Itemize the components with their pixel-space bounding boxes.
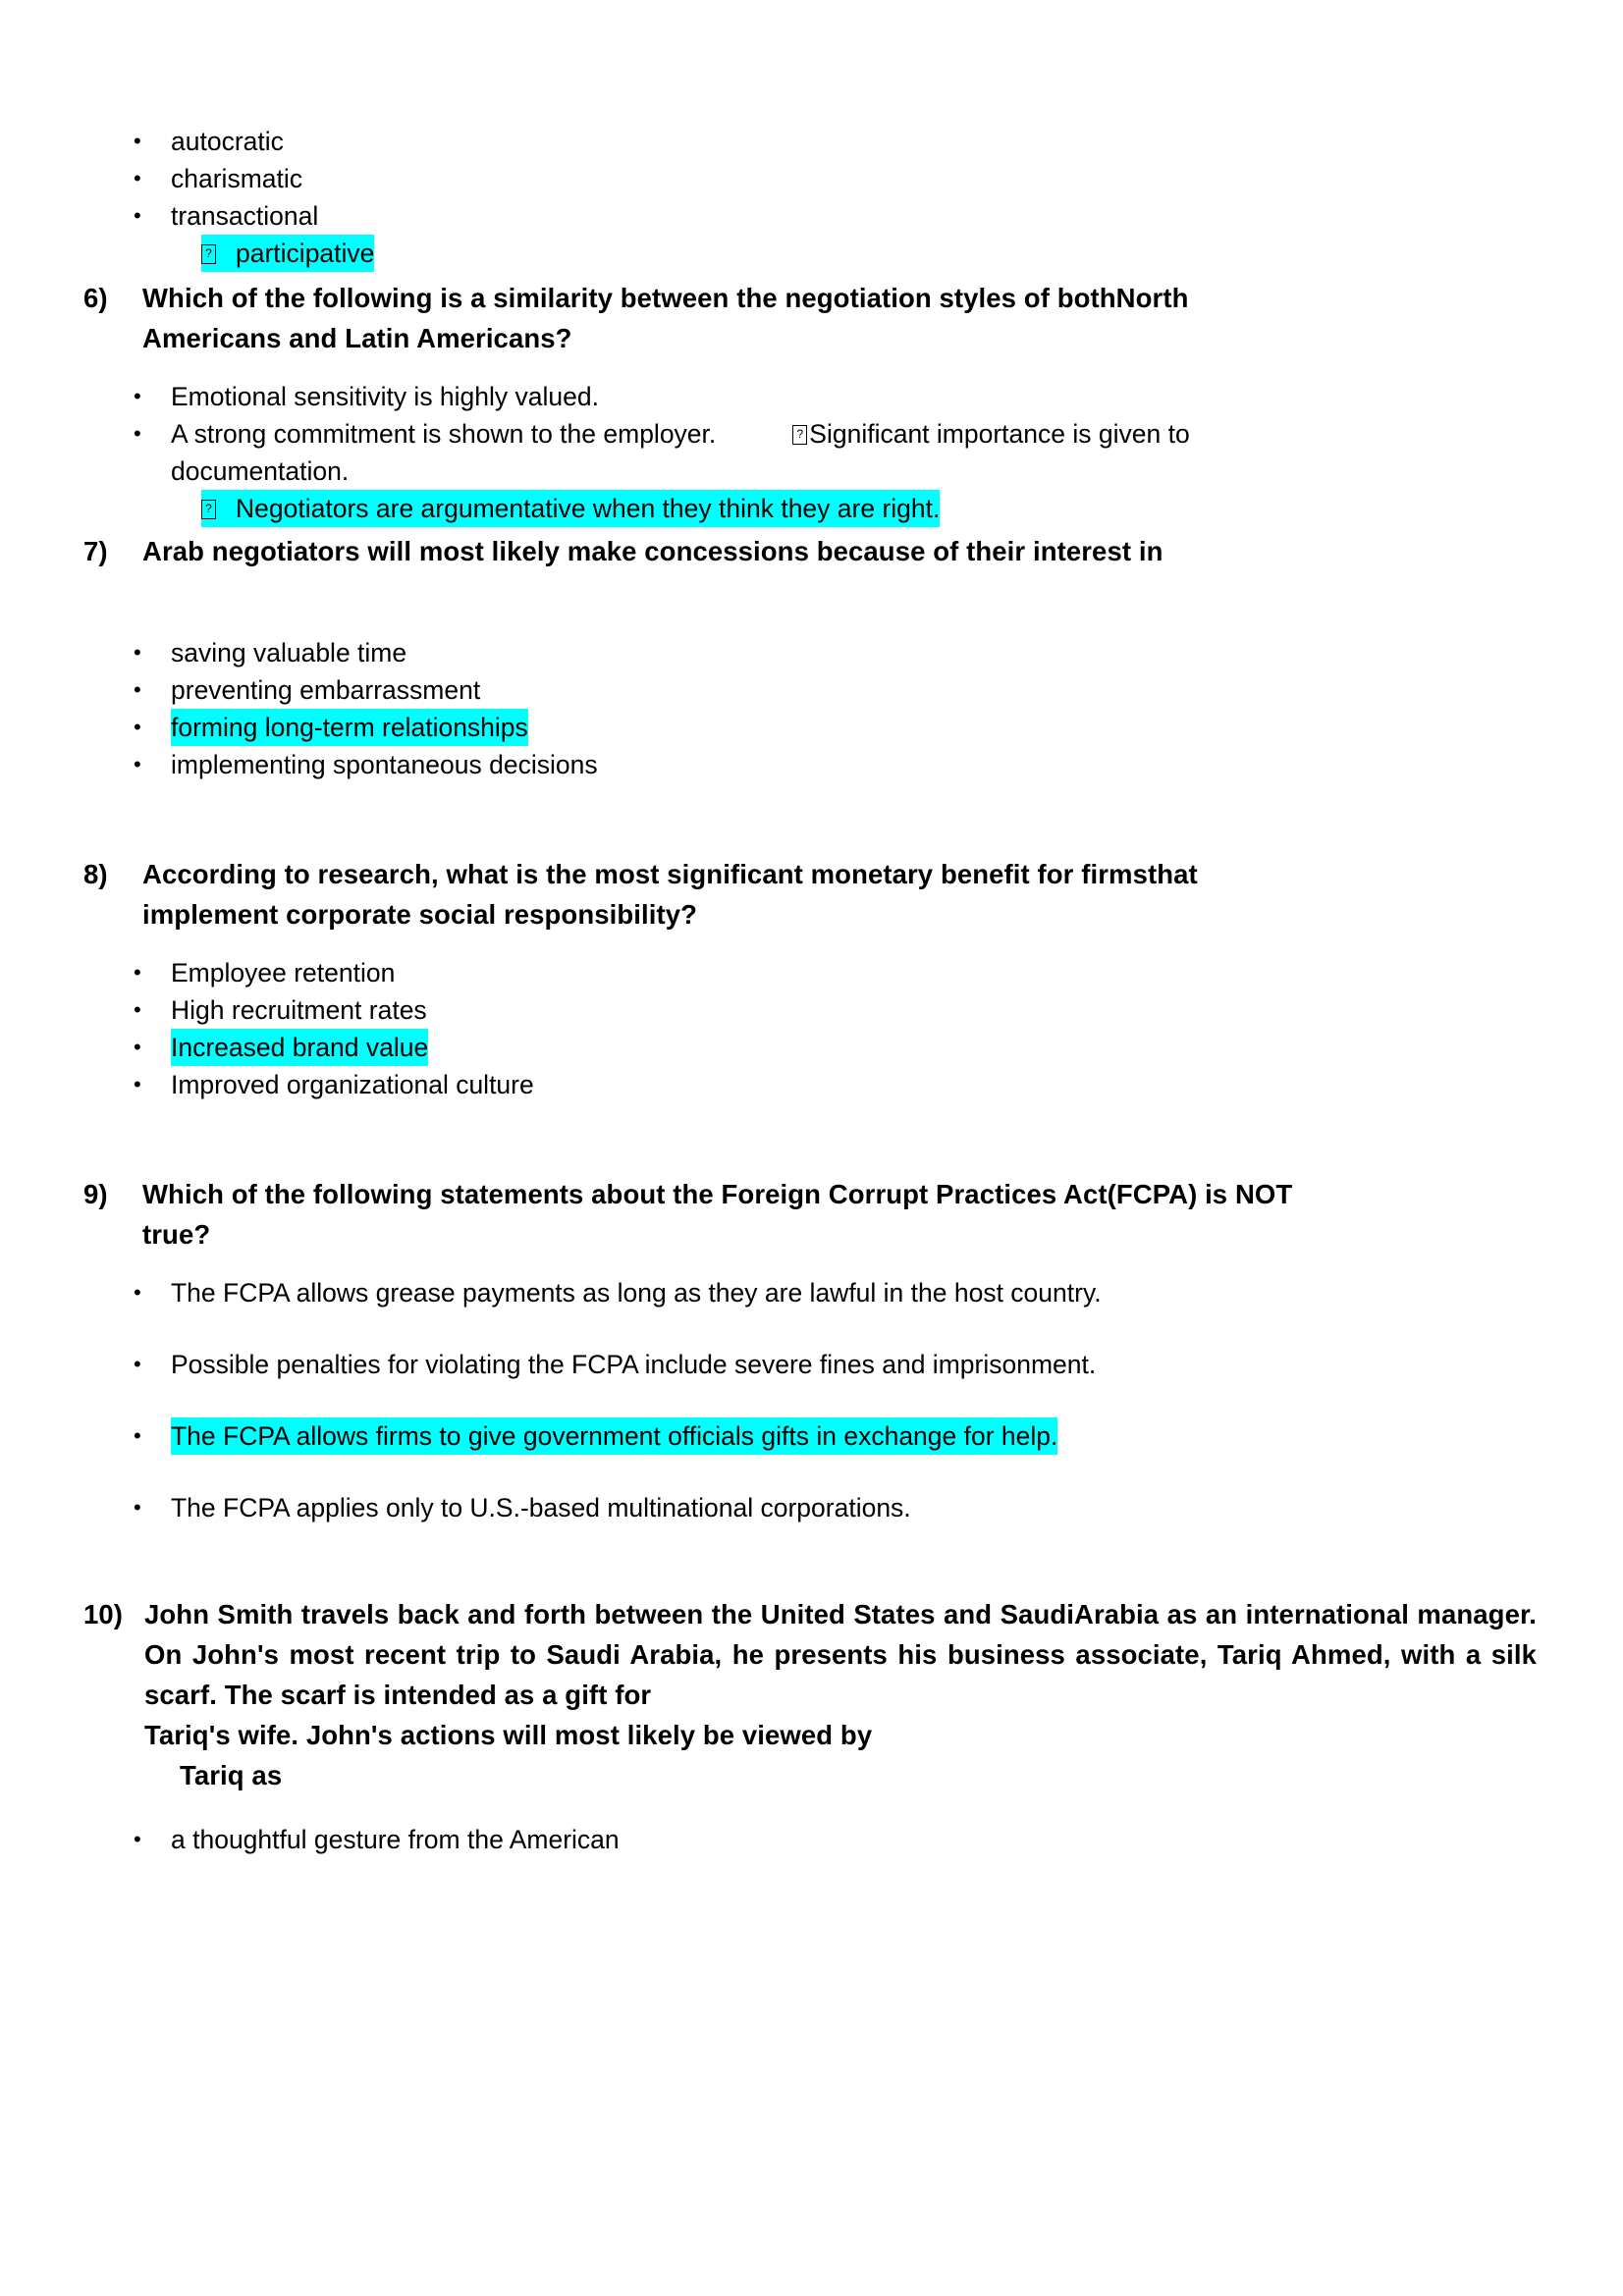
option-label: A strong commitment is shown to the employer. [171,419,717,449]
option-label: High recruitment rates [171,995,427,1025]
question-stem-line-2: international manager. On John's most recent trip to Saudi Arabia, he presents his [144,1599,1537,1670]
list-item [83,634,1537,671]
option-label: The FCPA allows grease payments as long as they are lawful in the host country. [171,1278,1102,1308]
bullet-icon: • [134,640,141,665]
option-label: saving valuable time [171,638,407,667]
inline-continuation-label: Significant importance is given to [809,419,1190,449]
option-label: implementing spontaneous decisions [171,750,598,779]
question-7 [83,531,1537,571]
question-stem [142,531,1537,571]
question-stem [144,1594,1537,1795]
list-item [83,1066,1537,1103]
bullet-icon: • [134,1423,141,1448]
highlight-span [201,235,374,272]
question-stem-line-2: Americans and Latin Americans? [142,323,572,353]
list-item [83,746,1537,783]
option-label: preventing embarrassment [171,675,481,705]
list-item [83,1346,1537,1383]
bullet-icon: • [134,421,141,446]
option-label: charismatic [171,164,303,193]
bullet-icon: • [134,384,141,408]
question-10-options [83,1821,1537,1858]
question-number: 7) [83,536,108,566]
option-label: forming long-term relationships [171,709,528,746]
list-item [83,197,1537,235]
bullet-icon: • [134,203,141,228]
option-label: The FCPA allows firms to give government officials gifts in exchange for help. [171,1417,1057,1455]
orphan-option-list [83,123,1537,235]
question-7-options [83,634,1537,783]
question-stem-line-1: Which of the following is a similarity between the negotiation styles of bothNorth [142,283,1189,313]
list-item [83,415,1537,453]
continuation-wrap-row [83,453,1537,490]
bullet-icon: • [134,960,141,985]
question-stem-line-3: business associate, Tariq Ahmed, with a silk scarf. The scarf is intended as a gift for [144,1639,1537,1710]
continuation-wrap-label: documentation. [171,456,350,486]
question-6-options [83,378,1537,453]
option-label: Employee retention [171,958,396,988]
question-stem [142,278,1537,358]
question-number: 9) [83,1179,108,1209]
missing-glyph-icon [201,490,236,527]
list-item [83,1029,1537,1066]
bullet-icon: • [134,129,141,153]
option-label: transactional [171,201,319,231]
question-stem-line-4: Tariq's wife. John's actions will most likely be viewed by [144,1720,873,1750]
question-9 [83,1174,1537,1255]
list-item [83,378,1537,415]
list-item [83,160,1537,197]
list-item [83,1274,1537,1311]
bullet-icon: • [134,752,141,776]
option-label: Possible penalties for violating the FCPA include severe fines and imprisonment. [171,1350,1097,1379]
option-label: Emotional sensitivity is highly valued. [171,382,599,411]
list-item [83,671,1537,709]
missing-glyph-icon [201,235,236,272]
bullet-icon: • [134,166,141,190]
question-stem-line-1: Which of the following statements about the Foreign Corrupt Practices Act(FCPA) is NOT [142,1179,1293,1209]
question-stem-line-1: John Smith travels back and forth between the United States and SaudiArabia as an [144,1599,1238,1629]
option-label: Increased brand value [171,1029,428,1066]
orphan-answer-row [83,235,1537,272]
question-stem [142,854,1537,934]
bullet-icon: • [134,715,141,739]
list-item [83,1821,1537,1858]
bullet-icon: • [134,1827,141,1851]
question-number: 8) [83,859,108,889]
bullet-icon: • [134,1035,141,1059]
list-item [83,1417,1537,1455]
bullet-icon: • [134,1280,141,1305]
highlight-span [201,490,940,527]
question-stem [142,1174,1537,1255]
question-10 [83,1594,1537,1795]
option-label: The FCPA applies only to U.S.-based multinational corporations. [171,1493,911,1522]
bullet-icon: • [134,1352,141,1376]
bullet-icon: • [134,1072,141,1096]
bullet-icon: • [134,1495,141,1520]
list-item [83,954,1537,991]
option-label: autocratic [171,127,284,156]
bullet-icon: • [134,677,141,702]
question-9-options [83,1274,1537,1526]
page-content [83,123,1537,1858]
inline-continuation [716,415,1189,453]
question-number: 6) [83,283,108,313]
list-item [83,123,1537,160]
bullet-icon: • [134,997,141,1022]
question-stem-line-2: true? [142,1219,211,1250]
list-item [83,991,1537,1029]
question-8 [83,854,1537,934]
option-label: a thoughtful gesture from the American [171,1825,620,1854]
question-number: 10) [83,1599,124,1629]
missing-glyph-icon [792,425,807,445]
question-stem-line-2: implement corporate social responsibility? [142,899,698,930]
question-6-answer-row [83,490,1537,527]
question-8-options [83,954,1537,1103]
answer-label: participative [236,239,375,268]
list-item [83,1489,1537,1526]
list-item [83,709,1537,746]
question-stem-line-5: Tariq as [180,1760,283,1790]
option-label: Improved organizational culture [171,1070,534,1099]
question-stem-line-1: According to research, what is the most significant monetary benefit for firmsthat [142,859,1198,889]
question-6 [83,278,1537,358]
answer-label: Negotiators are argumentative when they think they are right. [236,494,941,523]
question-stem-line-1: Arab negotiators will most likely make concessions because of their interest in [142,536,1163,566]
